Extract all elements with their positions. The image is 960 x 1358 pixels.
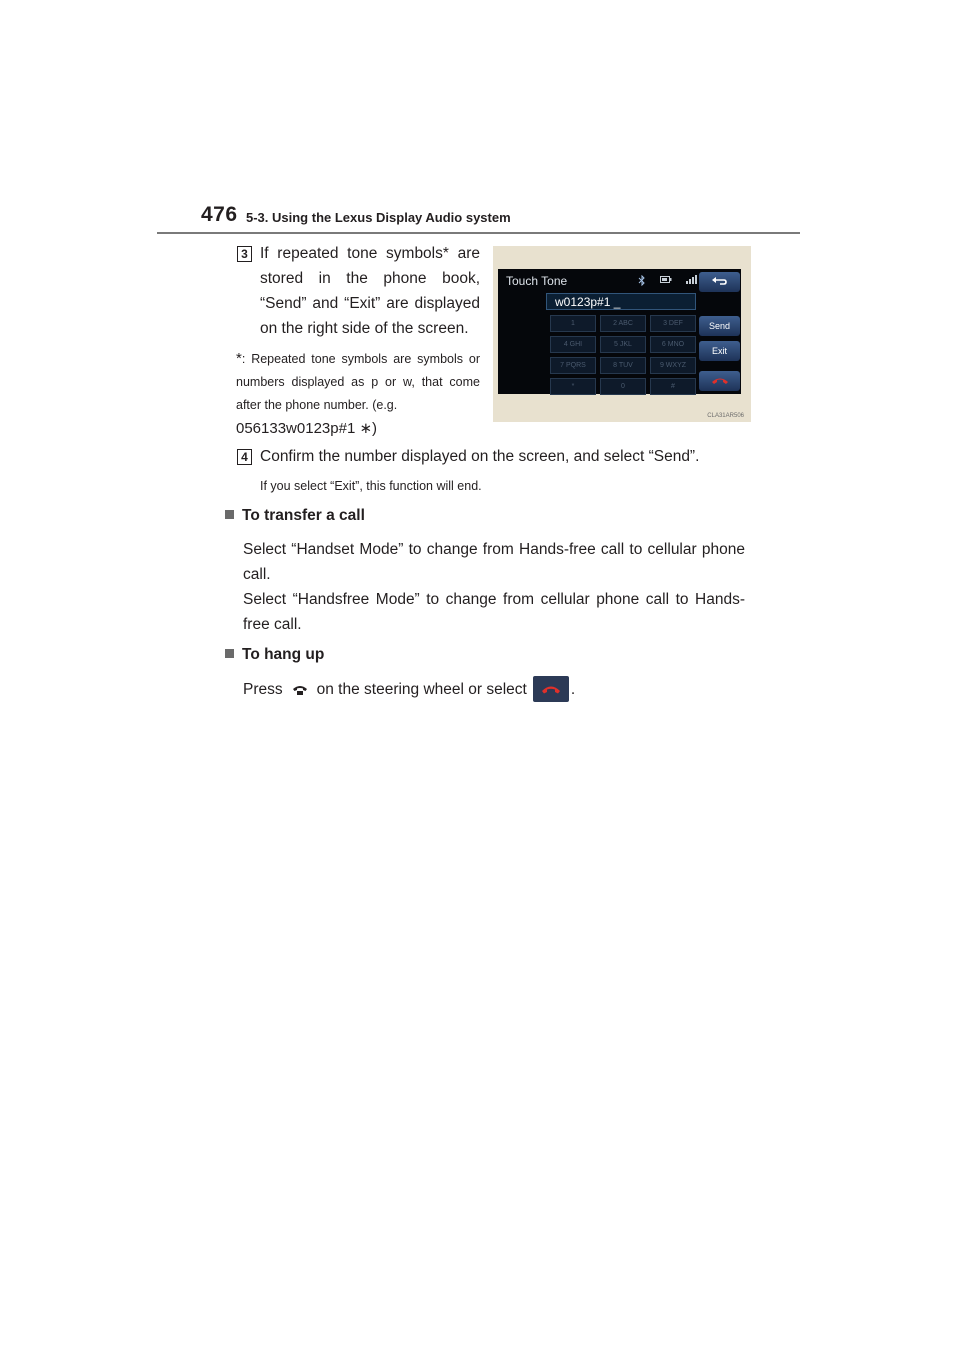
keypad-key[interactable]: 7 PQRS [550,357,596,374]
exit-button[interactable]: Exit [699,341,740,361]
keypad-key[interactable]: 3 DEF [650,315,696,332]
signal-icon [686,275,700,284]
transfer-call-heading: To transfer a call [225,507,365,525]
transfer-paragraph: Select “Handset Mode” to change from Hands-free call to cellular phone call. [243,541,745,583]
screen-display [498,269,741,394]
section-title: 5-3. Using the Lexus Display Audio system [246,210,511,225]
back-arrow-icon [711,276,729,288]
transfer-paragraph: Select “Handsfree Mode” to change from cellular phone call to Hands-free call. [243,591,745,633]
keypad-key[interactable]: * [550,378,596,395]
bullet-square [225,510,234,519]
bluetooth-icon [638,275,646,286]
step-3-badge: 3 [237,246,252,262]
keypad-key[interactable]: 5 JKL [600,336,646,353]
steering-phone-icon [283,680,317,698]
screen-title: Touch Tone [506,274,568,288]
step-4-text: Confirm the number displayed on the screen, and select “Send”. [260,448,700,465]
keypad-key[interactable]: 4 GHI [550,336,596,353]
header-divider [157,232,800,234]
keypad-key[interactable]: 0 [600,378,646,395]
touch-tone-screenshot [493,246,751,422]
keypad-key[interactable]: 1 [550,315,596,332]
hang-up-body: Press on the steering wheel or select . [243,676,575,702]
bullet-square [225,649,234,658]
image-code: CLA31AR506 [707,413,744,419]
hang-up-heading: To hang up [225,646,324,664]
tone-input-field[interactable]: w0123p#1 _ [546,293,696,310]
hang-up-button[interactable] [699,371,740,391]
hang-up-icon [711,376,729,386]
keypad-key[interactable]: 2 ABC [600,315,646,332]
step-3-text: If repeated tone symbols* are stored in the phone book, “Send” and “Exit” are displayed on the right side of the screen. [260,245,480,337]
hang-up-icon [533,676,569,702]
send-button[interactable]: Send [699,316,740,336]
footnote-mark: * [236,350,242,367]
footnote-text: : Repeated tone symbols are symbols or numbers displayed as p or w, that come after the phone number. (e.g. [236,352,480,412]
step-4-note: If you select “Exit”, this function will end. [260,479,482,493]
transfer-call-body [243,537,745,637]
battery-icon [660,275,672,284]
back-button[interactable] [699,272,740,292]
step-4-badge: 4 [237,449,252,465]
status-icons [638,275,700,286]
hang-up-button-icon [533,676,569,702]
footnote-example: 056133w0123p#1 ∗) [236,420,378,437]
keypad [550,315,696,395]
page-number: 476 [201,203,238,226]
keypad-key[interactable]: # [650,378,696,395]
keypad-key[interactable]: 8 TUV [600,357,646,374]
footnote [236,347,480,440]
keypad-key[interactable]: 9 WXYZ [650,357,696,374]
keypad-key[interactable]: 6 MNO [650,336,696,353]
